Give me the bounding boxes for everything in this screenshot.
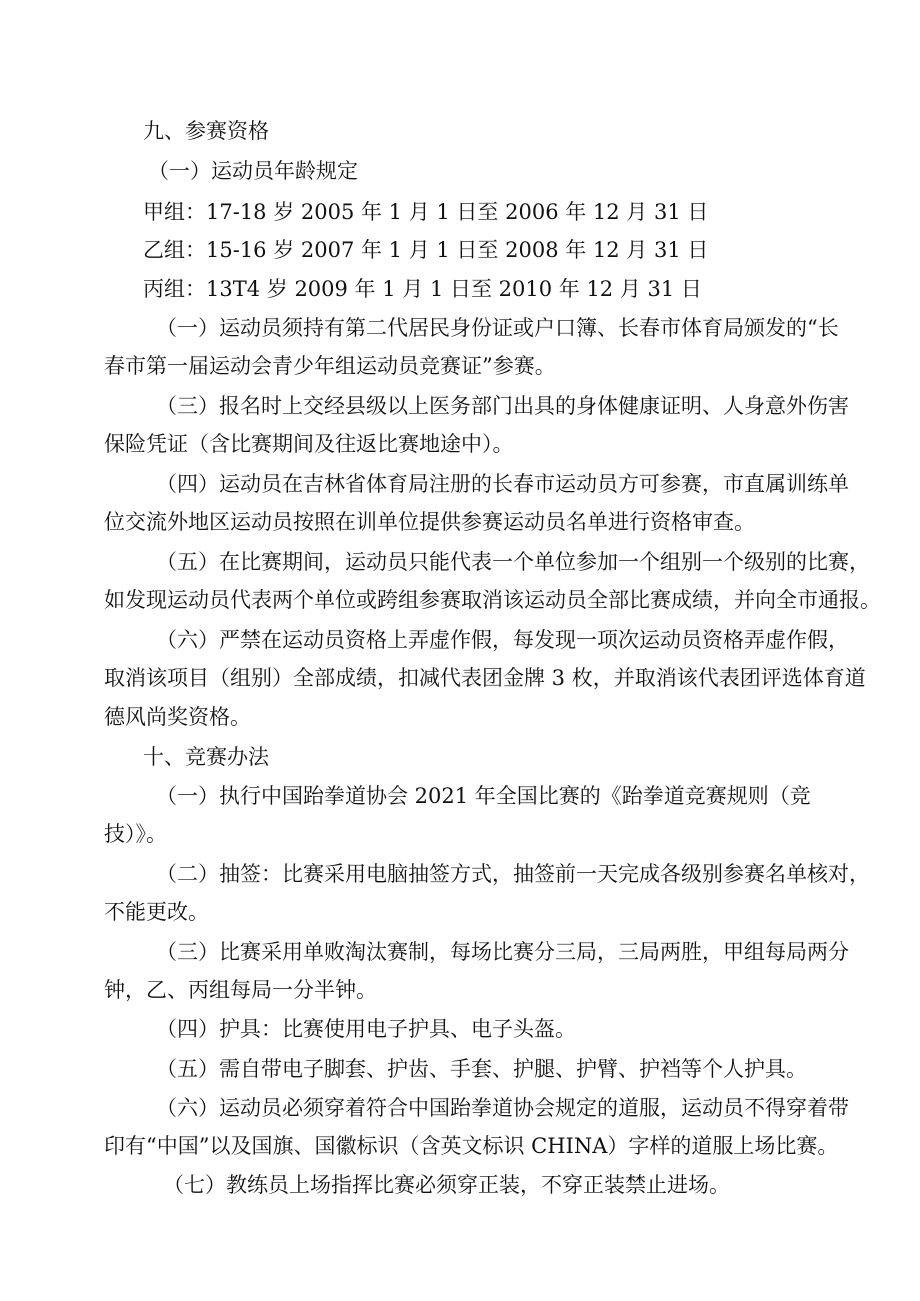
protective-gear: （四）护具：比赛使用电子护具、电子头盔。	[156, 1017, 576, 1041]
id-requirement-line1: （一）运动员须持有第二代居民身份证或户口簿、长春市体育局颁发的“长	[156, 316, 839, 340]
rules-line2: 技）》。	[104, 822, 167, 846]
age-group-c: 丙组：13T4 岁 2009 年 1 月 1 日至 2010 年 12 月 31 日	[143, 277, 702, 301]
draw-line2: 不能更改。	[104, 900, 209, 924]
single-unit-line1: （五）在比赛期间，运动员只能代表一个单位参加一个组别一个级别的比赛，	[156, 550, 870, 574]
registration-line1: （四）运动员在吉林省体育局注册的长春市运动员方可参赛，市直属训练单	[156, 472, 849, 496]
draw-line1: （二）抽签：比赛采用电脑抽签方式，抽签前一天完成各级别参赛名单核对，	[156, 862, 870, 886]
age-rule-heading: （一）运动员年龄规定	[148, 159, 358, 183]
fraud-penalty-line2: 取消该项目（组别）全部成绩，扣减代表团金牌 3 枚，并取消该代表团评选体育道	[104, 666, 866, 690]
coach-attire: （七）教练员上场指挥比赛必须穿正装，不穿正装禁止进场。	[163, 1173, 730, 1197]
health-cert-line2: 保险凭证（含比赛期间及往返比赛地途中）。	[104, 432, 514, 456]
registration-line2: 位交流外地区运动员按照在训单位提供参赛运动员名单进行资格审查。	[104, 510, 755, 534]
health-cert-line1: （三）报名时上交经县级以上医务部门出具的身体健康证明、人身意外伤害	[156, 394, 849, 418]
format-line1: （三）比赛采用单败淘汰赛制，每场比赛分三局，三局两胜，甲组每局两分	[156, 940, 849, 964]
age-group-b: 乙组：15-16 岁 2007 年 1 月 1 日至 2008 年 12 月 31 日	[143, 238, 709, 262]
rules-line1: （一）执行中国跆拳道协会 2021 年全国比赛的《跆拳道竞赛规则（竞	[156, 784, 811, 808]
id-requirement-line2: 春市第一届运动会青少年组运动员竞赛证”参赛。	[104, 354, 556, 378]
section9-heading: 九、参赛资格	[143, 119, 269, 143]
age-group-a: 甲组：17-18 岁 2005 年 1 月 1 日至 2006 年 12 月 31 日	[143, 200, 709, 224]
uniform-line1: （六）运动员必须穿着符合中国跆拳道协会规定的道服，运动员不得穿着带	[156, 1096, 849, 1120]
format-line2: 钟，乙、丙组每局一分半钟。	[104, 978, 377, 1002]
personal-gear: （五）需自带电子脚套、护齿、手套、护腿、护臂、护裆等个人护具。	[156, 1057, 807, 1081]
uniform-line2: 印有“中国”以及国旗、国徽标识（含英文标识 CHINA）字样的道服上场比赛。	[104, 1134, 839, 1158]
fraud-penalty-line1: （六）严禁在运动员资格上弄虚作假，每发现一项次运动员资格弄虚作假，	[156, 628, 849, 652]
section10-heading: 十、竞赛办法	[143, 745, 269, 769]
single-unit-line2: 如发现运动员代表两个单位或跨组参赛取消该运动员全部比赛成绩，并向全市通报。	[104, 588, 881, 612]
fraud-penalty-line3: 德风尚奖资格。	[104, 705, 251, 729]
